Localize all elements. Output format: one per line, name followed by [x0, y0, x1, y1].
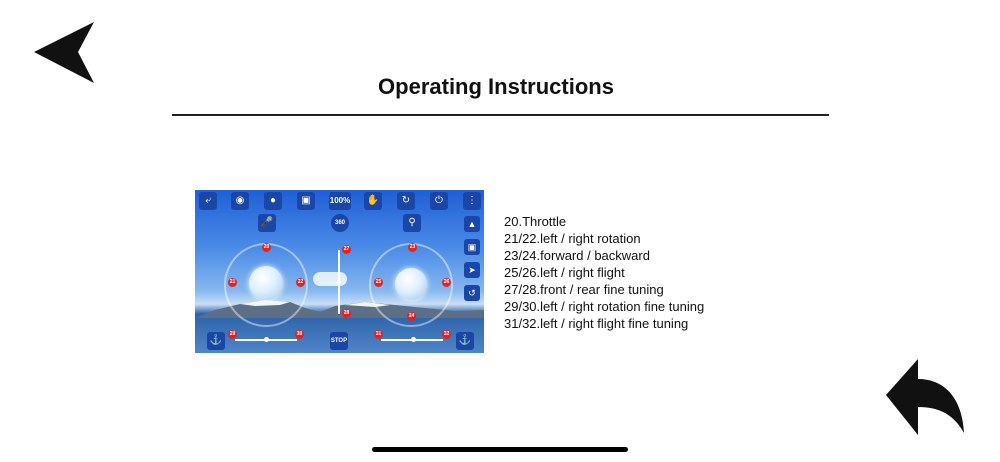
- title-divider: [172, 114, 829, 116]
- landing-icon: ⚓: [456, 332, 474, 350]
- controller-screenshot: [195, 190, 484, 353]
- marker-32: 32: [443, 331, 450, 337]
- return-icon: ⤶: [199, 192, 217, 210]
- right-joystick-knob: [395, 268, 427, 300]
- instruction-line: 25/26.left / right flight: [504, 265, 625, 280]
- zoom-indicator: 100%: [329, 192, 351, 210]
- power-icon: ⏻: [430, 192, 448, 210]
- takeoff-icon: ⚓: [207, 332, 225, 350]
- left-trim-thumb: [264, 337, 269, 342]
- gallery-icon: ▣: [297, 192, 315, 210]
- marker-20: 20: [263, 244, 270, 250]
- video-icon: ●: [264, 192, 282, 210]
- stop-button: STOP: [330, 332, 348, 350]
- instructions-list: [504, 213, 704, 332]
- marker-29: 29: [229, 331, 236, 337]
- compass-icon: ➤: [464, 262, 480, 278]
- gesture-icon: ✋: [364, 192, 382, 210]
- flip-icon: ↺: [464, 285, 480, 301]
- marker-30: 30: [296, 331, 303, 337]
- vertical-trim-thumb: [336, 280, 341, 285]
- camera-icon: ◉: [231, 192, 249, 210]
- rotate-360-icon: 360: [331, 214, 349, 232]
- marker-31: 31: [375, 331, 382, 337]
- marker-23: 23: [409, 244, 416, 250]
- more-menu-icon: ⋮: [463, 192, 481, 210]
- instruction-line: 31/32.left / right flight fine tuning: [504, 316, 689, 331]
- marker-25: 25: [375, 279, 382, 285]
- page-title: Operating Instructions: [378, 74, 614, 99]
- instruction-line: 21/22.left / right rotation: [504, 231, 641, 246]
- right-trim-thumb: [411, 337, 416, 342]
- marker-22: 22: [297, 279, 304, 285]
- reply-arrow-icon[interactable]: [884, 357, 966, 437]
- map-pin-icon: ⚲: [403, 214, 421, 232]
- home-indicator[interactable]: [372, 447, 628, 452]
- instruction-line: 20.Throttle: [504, 214, 567, 229]
- marker-24: 24: [408, 313, 415, 319]
- instruction-line: 27/28.front / rear fine tuning: [504, 282, 664, 297]
- rotate-screen-icon: ↻: [397, 192, 415, 210]
- instruction-line: 29/30.left / right rotation fine tuning: [504, 299, 705, 314]
- left-joystick-knob: [249, 266, 283, 300]
- instruction-line: 23/24.forward / backward: [504, 248, 650, 263]
- vr-glasses-icon: ▣: [464, 239, 480, 255]
- marker-27: 27: [343, 246, 350, 252]
- marker-26: 26: [443, 279, 450, 285]
- marker-28: 28: [343, 310, 350, 316]
- cloud: [313, 272, 347, 286]
- microphone-icon: 🎤: [258, 214, 276, 232]
- marker-21: 21: [229, 279, 236, 285]
- trim-icon: ▲: [464, 216, 480, 232]
